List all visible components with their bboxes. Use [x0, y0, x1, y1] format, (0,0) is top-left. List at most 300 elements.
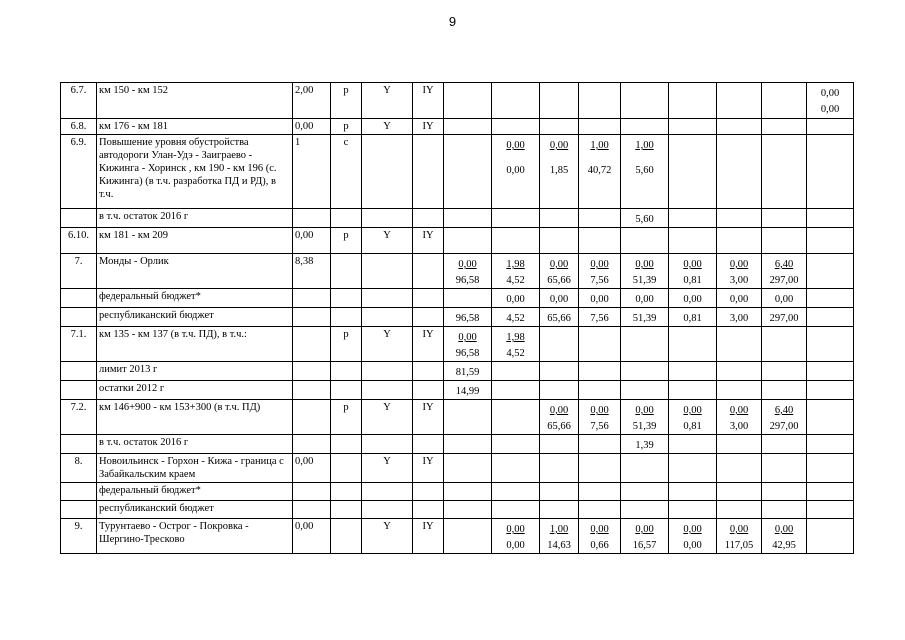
value-cell	[540, 209, 579, 228]
value-cell	[444, 501, 492, 519]
value-cell	[540, 83, 579, 119]
value-cell	[717, 83, 762, 119]
cell-value: 0,00	[506, 540, 525, 551]
road-name: км 135 - км 137 (в т.ч. ПД), в т.ч.:	[97, 327, 293, 362]
value-cell	[669, 228, 717, 254]
value-cell	[540, 519, 579, 554]
row-number: 9.	[61, 519, 97, 554]
road-name: федеральный бюджет*	[97, 289, 293, 308]
value-cell	[717, 119, 762, 135]
cell-value: 1,98	[506, 332, 525, 343]
value-cell	[579, 135, 621, 209]
category-class	[413, 289, 444, 308]
value-cell	[717, 362, 762, 381]
value-cell	[621, 119, 669, 135]
cell-value: 0,00	[729, 524, 749, 535]
work-type	[331, 308, 362, 327]
value-cell	[579, 362, 621, 381]
cell-value: 7,56	[590, 275, 609, 286]
cell-value: 0,00	[729, 294, 749, 305]
road-name: лимит 2013 г	[97, 362, 293, 381]
value-cell	[807, 289, 854, 308]
cell-value: 51,39	[632, 275, 657, 286]
cell-value: 51,39	[632, 313, 657, 324]
value-cell	[444, 400, 492, 435]
category-technical	[362, 289, 413, 308]
category-class	[413, 362, 444, 381]
cell-value: 3,00	[729, 313, 749, 324]
cell-value: 0,00	[506, 140, 525, 151]
cell-value: 0,00	[683, 524, 702, 535]
road-name: км 146+900 - км 153+300 (в т.ч. ПД)	[97, 400, 293, 435]
work-type	[331, 483, 362, 501]
value-cell	[762, 83, 807, 119]
length-value	[293, 308, 331, 327]
cell-value: 14,99	[455, 386, 480, 397]
cell-value: 0,00	[635, 294, 654, 305]
value-cell	[579, 289, 621, 308]
category-technical	[362, 381, 413, 400]
value-cell	[762, 381, 807, 400]
value-cell	[807, 327, 854, 362]
value-cell	[621, 362, 669, 381]
cell-value: 96,58	[455, 275, 480, 286]
cell-value: 4,52	[506, 313, 525, 324]
work-type	[331, 289, 362, 308]
value-cell	[717, 228, 762, 254]
row-number: 6.8.	[61, 119, 97, 135]
cell-value: 7,56	[590, 421, 609, 432]
value-cell	[621, 381, 669, 400]
value-cell	[669, 483, 717, 501]
value-cell	[762, 519, 807, 554]
value-cell	[492, 327, 540, 362]
cell-value: 96,58	[455, 313, 480, 324]
value-cell	[579, 454, 621, 483]
cell-value: 0,81	[683, 313, 702, 324]
value-cell	[540, 289, 579, 308]
cell-value: 0,00	[635, 259, 654, 270]
category-technical	[362, 254, 413, 289]
value-cell	[807, 435, 854, 454]
value-cell	[492, 454, 540, 483]
road-name: в т.ч. остаток 2016 г	[97, 209, 293, 228]
work-type	[331, 209, 362, 228]
table-row	[61, 435, 854, 454]
value-cell	[540, 381, 579, 400]
cell-value: 40,72	[587, 165, 612, 176]
value-cell	[807, 308, 854, 327]
cell-value: 96,58	[455, 348, 480, 359]
work-type	[331, 519, 362, 554]
value-cell	[579, 209, 621, 228]
category-technical: Y	[362, 454, 413, 483]
road-name: км 181 - км 209	[97, 228, 293, 254]
value-cell	[579, 83, 621, 119]
cell-value: 51,39	[632, 421, 657, 432]
value-cell	[762, 435, 807, 454]
cell-value: 65,66	[547, 275, 571, 286]
value-cell	[717, 435, 762, 454]
cell-value: 0,00	[590, 259, 609, 270]
value-cell	[540, 400, 579, 435]
value-cell	[762, 362, 807, 381]
category-class: IY	[413, 83, 444, 119]
value-cell	[444, 289, 492, 308]
value-cell	[669, 501, 717, 519]
value-cell	[492, 381, 540, 400]
value-cell	[540, 362, 579, 381]
cell-value: 0,00	[820, 88, 840, 99]
row-number: 7.2.	[61, 400, 97, 435]
value-cell	[807, 209, 854, 228]
value-cell	[579, 308, 621, 327]
value-cell	[579, 400, 621, 435]
category-class: IY	[413, 119, 444, 135]
category-class: IY	[413, 519, 444, 554]
value-cell	[621, 209, 669, 228]
table-row	[61, 327, 854, 362]
cell-value: 297,00	[769, 275, 799, 286]
table-row	[61, 483, 854, 501]
row-number: 6.7.	[61, 83, 97, 119]
value-cell	[492, 435, 540, 454]
work-type	[331, 501, 362, 519]
cell-value: 1,98	[506, 259, 525, 270]
category-technical: Y	[362, 119, 413, 135]
value-cell	[492, 209, 540, 228]
cell-value: 81,59	[455, 367, 480, 378]
cell-value: 0,00	[549, 405, 569, 416]
table-row	[61, 83, 854, 119]
value-cell	[762, 209, 807, 228]
value-cell	[579, 254, 621, 289]
length-value	[293, 327, 331, 362]
value-cell	[444, 228, 492, 254]
value-cell	[579, 501, 621, 519]
cell-value: 0,00	[549, 140, 569, 151]
cell-value: 297,00	[769, 313, 799, 324]
value-cell	[621, 400, 669, 435]
value-cell	[444, 83, 492, 119]
cell-value: 0,00	[683, 405, 702, 416]
length-value: 0,00	[293, 228, 331, 254]
cell-value: 0,00	[458, 259, 477, 270]
value-cell	[762, 135, 807, 209]
value-cell	[540, 454, 579, 483]
row-number: 7.1.	[61, 327, 97, 362]
value-cell	[540, 501, 579, 519]
value-cell	[669, 381, 717, 400]
category-technical	[362, 308, 413, 327]
work-type: р	[331, 119, 362, 135]
cell-value: 3,00	[729, 275, 749, 286]
value-cell	[579, 519, 621, 554]
value-cell	[492, 135, 540, 209]
value-cell	[669, 435, 717, 454]
cell-value: 0,00	[729, 405, 749, 416]
category-class	[413, 381, 444, 400]
table-row	[61, 400, 854, 435]
value-cell	[762, 501, 807, 519]
table-row	[61, 254, 854, 289]
category-technical	[362, 483, 413, 501]
cell-value: 0,00	[635, 524, 654, 535]
value-cell	[444, 254, 492, 289]
value-cell	[717, 381, 762, 400]
category-class	[413, 135, 444, 209]
value-cell	[669, 119, 717, 135]
value-cell	[762, 289, 807, 308]
cell-value: 4,52	[506, 275, 525, 286]
work-type: р	[331, 327, 362, 362]
value-cell	[444, 519, 492, 554]
table-row	[61, 381, 854, 400]
value-cell	[807, 519, 854, 554]
work-type	[331, 362, 362, 381]
value-cell	[762, 308, 807, 327]
cell-value: 14,63	[547, 540, 571, 551]
table-row	[61, 501, 854, 519]
work-type	[331, 381, 362, 400]
cell-value: 42,95	[772, 540, 796, 551]
value-cell	[579, 381, 621, 400]
work-type	[331, 454, 362, 483]
cell-value: 0,00	[506, 294, 525, 305]
value-cell	[717, 308, 762, 327]
value-cell	[807, 119, 854, 135]
road-works-table	[60, 82, 854, 554]
cell-value: 0,00	[683, 294, 702, 305]
value-cell	[540, 135, 579, 209]
value-cell	[444, 435, 492, 454]
road-name: км 176 - км 181	[97, 119, 293, 135]
cell-value: 1,39	[635, 440, 654, 451]
cell-value: 0,00	[458, 332, 477, 343]
length-value	[293, 209, 331, 228]
table-row	[61, 209, 854, 228]
cell-value: 117,05	[724, 540, 754, 551]
category-class: IY	[413, 327, 444, 362]
table-row	[61, 289, 854, 308]
value-cell	[669, 400, 717, 435]
category-technical: Y	[362, 327, 413, 362]
cell-value: 0,00	[820, 104, 840, 115]
category-class	[413, 308, 444, 327]
road-name: в т.ч. остаток 2016 г	[97, 435, 293, 454]
value-cell	[492, 228, 540, 254]
value-cell	[492, 254, 540, 289]
value-cell	[492, 308, 540, 327]
row-number: 6.9.	[61, 135, 97, 209]
value-cell	[762, 483, 807, 501]
length-value: 1	[293, 135, 331, 209]
length-value: 2,00	[293, 83, 331, 119]
value-cell	[621, 83, 669, 119]
row-number	[61, 308, 97, 327]
road-name: республиканский бюджет	[97, 501, 293, 519]
value-cell	[717, 501, 762, 519]
value-cell	[807, 501, 854, 519]
category-technical: Y	[362, 519, 413, 554]
row-number: 7.	[61, 254, 97, 289]
value-cell	[540, 228, 579, 254]
category-technical: Y	[362, 400, 413, 435]
length-value	[293, 483, 331, 501]
cell-value: 0,66	[590, 540, 609, 551]
table-row	[61, 454, 854, 483]
cell-value: 5,60	[635, 214, 654, 225]
value-cell	[579, 327, 621, 362]
row-number	[61, 501, 97, 519]
value-cell	[669, 454, 717, 483]
cell-value: 1,00	[590, 140, 609, 151]
length-value	[293, 501, 331, 519]
length-value: 0,00	[293, 454, 331, 483]
road-name: км 150 - км 152	[97, 83, 293, 119]
value-cell	[669, 289, 717, 308]
value-cell	[669, 83, 717, 119]
work-type: р	[331, 83, 362, 119]
value-cell	[807, 135, 854, 209]
value-cell	[669, 209, 717, 228]
length-value	[293, 289, 331, 308]
value-cell	[717, 454, 762, 483]
cell-value: 0,81	[683, 275, 702, 286]
length-value	[293, 435, 331, 454]
category-class: IY	[413, 228, 444, 254]
value-cell	[669, 519, 717, 554]
value-cell	[621, 289, 669, 308]
value-cell	[492, 362, 540, 381]
value-cell	[444, 327, 492, 362]
category-technical	[362, 435, 413, 454]
value-cell	[444, 119, 492, 135]
value-cell	[492, 83, 540, 119]
value-cell	[807, 228, 854, 254]
value-cell	[444, 483, 492, 501]
category-class: IY	[413, 454, 444, 483]
category-technical: Y	[362, 228, 413, 254]
cell-value: 0,00	[590, 524, 609, 535]
length-value	[293, 381, 331, 400]
cell-value: 0,00	[774, 294, 794, 305]
category-class	[413, 483, 444, 501]
road-name: остатки 2012 г	[97, 381, 293, 400]
category-class	[413, 501, 444, 519]
row-number: 8.	[61, 454, 97, 483]
value-cell	[444, 308, 492, 327]
value-cell	[762, 254, 807, 289]
value-cell	[717, 254, 762, 289]
cell-value: 1,00	[635, 140, 654, 151]
cell-value: 6,40	[774, 405, 794, 416]
value-cell	[717, 135, 762, 209]
road-name: Повышение уровня обустройства автодороги Улан-Удэ - Заиграево - Кижинга - Хоринск , км 190 - км 196 (с. Кижинга) (в т.ч. разработка ПД и РД), в т.ч.	[97, 135, 293, 209]
value-cell	[762, 327, 807, 362]
value-cell	[621, 308, 669, 327]
value-cell	[807, 454, 854, 483]
cell-value: 7,56	[590, 313, 609, 324]
value-cell	[621, 254, 669, 289]
cell-value: 297,00	[769, 421, 799, 432]
value-cell	[621, 135, 669, 209]
value-cell	[492, 519, 540, 554]
value-cell	[762, 228, 807, 254]
cell-value: 4,52	[506, 348, 525, 359]
cell-value: 0,00	[506, 524, 525, 535]
value-cell	[762, 454, 807, 483]
cell-value: 3,00	[729, 421, 749, 432]
category-class: IY	[413, 400, 444, 435]
length-value: 0,00	[293, 119, 331, 135]
table-row	[61, 519, 854, 554]
value-cell	[669, 254, 717, 289]
road-name: Монды - Орлик	[97, 254, 293, 289]
value-cell	[807, 362, 854, 381]
value-cell	[621, 435, 669, 454]
value-cell	[621, 327, 669, 362]
length-value	[293, 400, 331, 435]
value-cell	[717, 400, 762, 435]
value-cell	[492, 119, 540, 135]
value-cell	[579, 483, 621, 501]
category-technical	[362, 135, 413, 209]
value-cell	[807, 483, 854, 501]
work-type: р	[331, 400, 362, 435]
cell-value: 0,00	[774, 524, 794, 535]
row-number	[61, 435, 97, 454]
value-cell	[444, 454, 492, 483]
value-cell	[444, 209, 492, 228]
row-number	[61, 381, 97, 400]
value-cell	[717, 327, 762, 362]
category-class	[413, 209, 444, 228]
cell-value: 5,60	[635, 165, 654, 176]
value-cell	[492, 289, 540, 308]
table-row	[61, 362, 854, 381]
value-cell	[807, 381, 854, 400]
road-name: Новоильинск - Горхон - Кижа - граница с Забайкальским краем	[97, 454, 293, 483]
value-cell	[669, 327, 717, 362]
value-cell	[579, 228, 621, 254]
value-cell	[621, 228, 669, 254]
length-value: 8,38	[293, 254, 331, 289]
road-name: федеральный бюджет*	[97, 483, 293, 501]
value-cell	[444, 381, 492, 400]
category-class	[413, 435, 444, 454]
value-cell	[492, 400, 540, 435]
value-cell	[540, 254, 579, 289]
cell-value: 0,00	[506, 165, 525, 176]
page-number: 9	[448, 14, 457, 29]
value-cell	[669, 362, 717, 381]
category-technical	[362, 501, 413, 519]
category-technical	[362, 362, 413, 381]
value-cell	[579, 119, 621, 135]
category-class	[413, 254, 444, 289]
cell-value: 0,00	[590, 294, 609, 305]
work-type: р	[331, 228, 362, 254]
cell-value: 0,00	[683, 259, 702, 270]
cell-value: 16,57	[632, 540, 657, 551]
value-cell	[669, 135, 717, 209]
value-cell	[807, 254, 854, 289]
cell-value: 0,00	[729, 259, 749, 270]
value-cell	[444, 135, 492, 209]
value-cell	[492, 501, 540, 519]
value-cell	[717, 483, 762, 501]
